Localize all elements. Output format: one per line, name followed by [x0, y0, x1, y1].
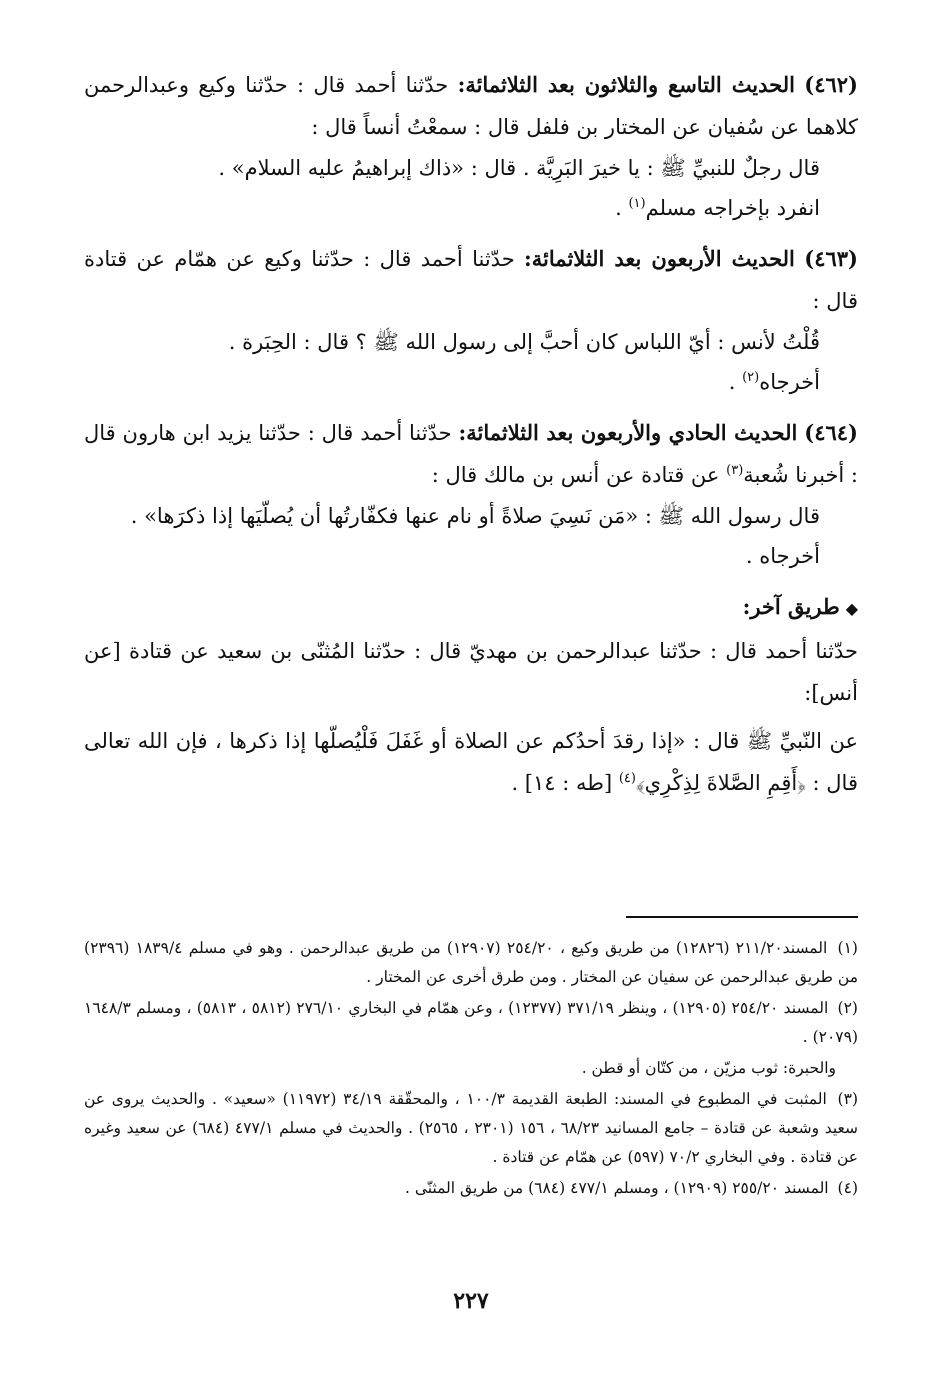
footnote-2-gloss: والحبرة: ثوب مزيّن ، من كتّان أو قطن .	[581, 1059, 836, 1077]
hadith-source-note	[84, 362, 820, 402]
route-matn-text: عن النّبيِّ ﷺ قال : «إذا رقدَ أحدُكم عن الصلاة أو غَفَلَ فَلْيُصلّها إذا ذكرها ، فإن الله تعالى قال : ﴿أَقِمِ الصَّلاةَ لِذِكْرِي﴾	[84, 729, 858, 795]
hadith-source-note: أخرجاه .	[745, 544, 820, 568]
footnote-number: (٣)	[837, 1090, 858, 1108]
route-heading-text: طريق آخر:	[742, 594, 840, 619]
route-matn	[84, 720, 858, 804]
hadith-matn: قُلْتُ لأنس : أيّ اللباس كان أحبَّ إلى رسول الله ﷺ ؟ قال : الحِبَرة .	[228, 330, 820, 354]
footnote-separator	[626, 916, 858, 918]
footnote-ref[interactable]: (٤)	[618, 771, 636, 786]
hadith-title: الحديث التاسع والثلاثون بعد الثلاثمائة:	[457, 72, 795, 97]
hadith-heading	[84, 238, 858, 322]
hadith-title: الحديث الأربعون بعد الثلاثمائة:	[524, 246, 795, 271]
footnote-number: (٢)	[837, 999, 858, 1017]
note-text: انفرد بإخراجه مسلم	[645, 196, 820, 220]
hadith-heading	[84, 412, 858, 496]
route-isnad: حدّثنا أحمد قال : حدّثنا عبدالرحمن بن مهديّ قال : حدّثنا المُثنّى بن سعيد عن قتادة [عن أنس]:	[84, 639, 858, 705]
footnote-ref[interactable]: (٣)	[726, 463, 744, 478]
quran-reference: [طه : ١٤] .	[511, 771, 619, 795]
footnote-number: (١)	[837, 939, 858, 957]
footnote-1	[84, 934, 858, 992]
hadith-number: (٤٦٣)	[804, 246, 858, 271]
hadith-isnad: حدّثنا أحمد قال : حدّثنا يزيد ابن هارون قال : أخبرنا شُعبة	[84, 421, 858, 487]
hadith-matn: قال رجلٌ للنبيِّ ﷺ : يا خيرَ البَرِيَّة . قال : «ذاك إبراهيمُ عليه السلام» .	[218, 156, 820, 180]
main-text	[84, 64, 858, 804]
hadith-heading	[84, 64, 858, 148]
footnote-ref[interactable]: (٢)	[742, 370, 760, 385]
footnote-text: المثبت في المطبوع في المسند: الطبعة القديمة ١٠٠/٣ ، والمحقّقة ٣٤/١٩ (١١٩٧٢) «سعيد» . والحديث يروى عن سعيد وشعبة عن قتادة – جامع المسانيد ٦٨/٢٣ ، ١٥٦ (٢٣٠١ ، ٢٥٦٥) . والحديث في مسلم ٤٧٧/١ (٦٨٤) عن سعيد وغيره عن قتادة . وفي البخاري ٧٠/٢ (٥٩٧) عن همّام عن قتادة .	[84, 1090, 858, 1166]
hadith-number: (٤٦٢)	[804, 72, 858, 97]
note-text: أخرجاه	[759, 370, 820, 394]
note-end: .	[728, 370, 743, 394]
page-number: ٢٢٧	[453, 1288, 489, 1314]
hadith-isnad: حدّثنا أحمد قال : حدّثنا وكيع عن همّام عن قتادة قال :	[84, 247, 858, 313]
footnotes	[84, 934, 858, 1205]
hadith-title: الحديث الحادي والأربعون بعد الثلاثمائة:	[458, 420, 798, 445]
footnote-number: (٤)	[837, 1179, 858, 1197]
footnote-4	[84, 1174, 858, 1203]
footnote-2	[84, 994, 858, 1052]
hadith-number: (٤٦٤)	[804, 420, 858, 445]
hadith-464	[84, 412, 858, 576]
footnote-text: المسند ٢٥٥/٢٠ (١٢٩٠٩) ، ومسلم ٤٧٧/١ (٦٨٤) من طريق المثنّى .	[404, 1179, 829, 1197]
other-route-section	[84, 586, 858, 804]
hadith-isnad: حدّثنا أحمد قال : حدّثنا وكيع وعبدالرحمن كلاهما عن سُفيان عن المختار بن فلفل قال : سمعْتُ أنساً قال :	[84, 73, 858, 139]
hadith-matn: قال رسول الله ﷺ : «مَن نَسِيَ صلاةً أو نام عنها فكفّارتُها أن يُصلّيَها إذا ذكرَها» .	[130, 504, 820, 528]
diamond-bullet-icon: ◆	[845, 599, 858, 618]
hadith-source-note	[84, 188, 820, 228]
footnote-ref[interactable]: (١)	[628, 196, 646, 211]
route-heading	[84, 586, 858, 630]
footnote-text: المسند٢١١/٢٠ (١٢٨٢٦) من طريق وكيع ، ٢٥٤/٢٠ (١٢٩٠٧) من طريق عبدالرحمن . وهو في مسلم ١٨٣٩/٤ (٢٣٩٦) من طريق عبدالرحمن عن سفيان عن المختار . ومن طرق أخرى عن المختار .	[84, 939, 858, 986]
footnote-3	[84, 1085, 858, 1172]
hadith-463	[84, 238, 858, 402]
note-end: .	[615, 196, 629, 220]
footnote-text: المسند ٢٥٤/٢٠ (١٢٩٠٥) ، وينظر ٣٧١/١٩ (١٢٣٧٧) ، وعن همّام في البخاري ٢٧٦/١٠ (٥٨١٢ ، ٥٨١٣) ، ومسلم ١٦٤٨/٣ (٢٠٧٩) .	[84, 999, 858, 1046]
hadith-isnad-rest: عن قتادة عن أنس بن مالك قال :	[431, 463, 727, 487]
hadith-462	[84, 64, 858, 228]
